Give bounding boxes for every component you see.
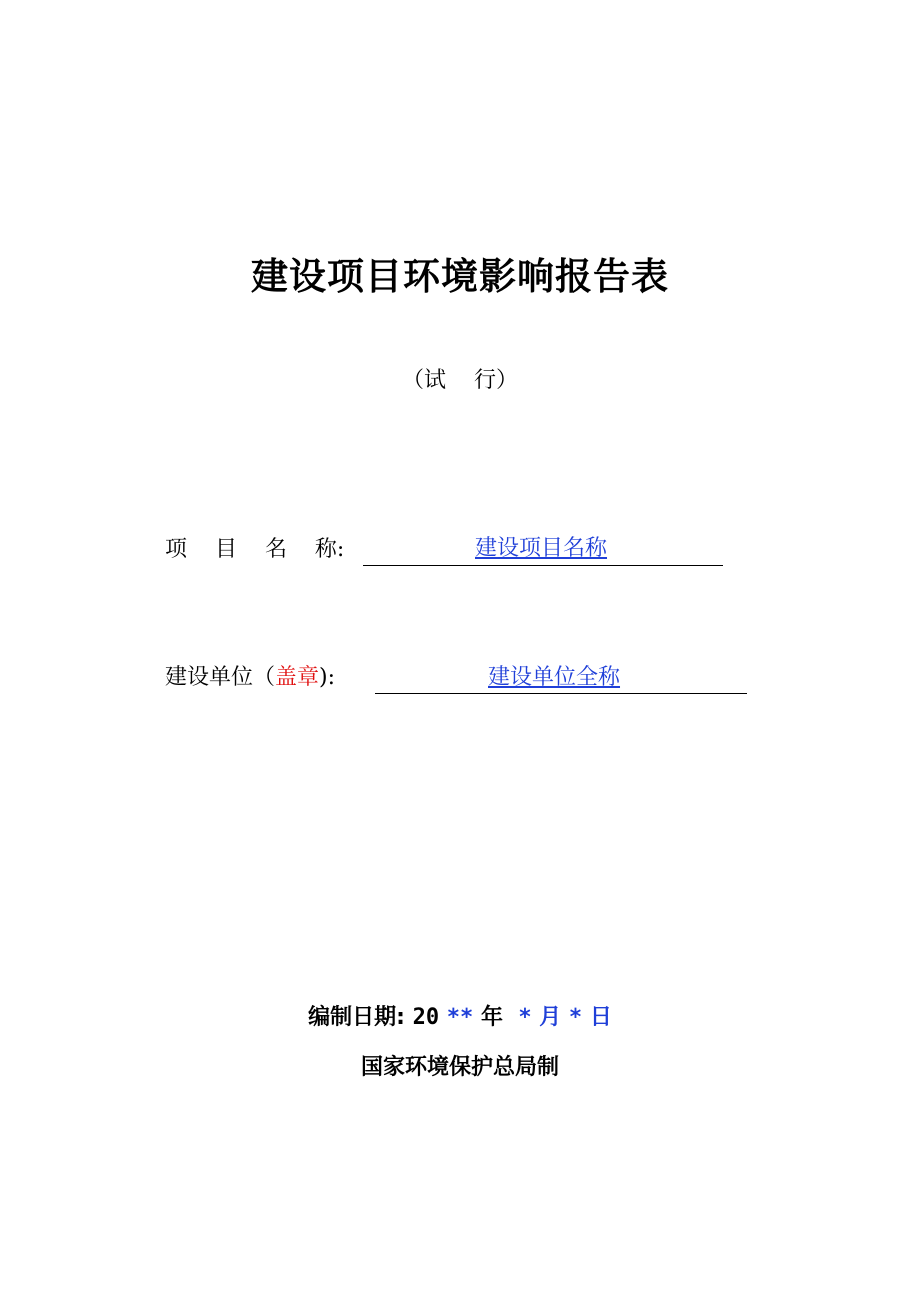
construction-unit-value[interactable]: 建设单位全称 xyxy=(488,665,621,690)
date-year-prefix: 20 xyxy=(412,1005,440,1030)
unit-label-prefix: 建设单位（ xyxy=(165,665,276,690)
date-day-unit: 日 xyxy=(589,1005,612,1030)
unit-label-suffix: ): xyxy=(319,665,336,690)
date-label: 编制日期: xyxy=(308,1005,405,1030)
date-year-value[interactable]: ** xyxy=(446,1005,474,1030)
date-day-value[interactable]: * xyxy=(568,1005,583,1030)
project-name-label: 项 目 名 称: xyxy=(165,537,345,562)
document-subtitle: （试 行） xyxy=(402,368,518,393)
construction-unit-label xyxy=(165,663,335,693)
compilation-date xyxy=(0,1003,920,1033)
project-name-value[interactable]: 建设项目名称 xyxy=(475,536,608,561)
issuing-authority: 国家环境保护总局制 xyxy=(360,1055,559,1080)
date-year-unit: 年 xyxy=(480,1005,503,1030)
date-month-value[interactable]: * xyxy=(518,1005,532,1030)
date-month-unit: 月 xyxy=(539,1005,562,1030)
document-title: 建设项目环境影响报告表 xyxy=(251,255,669,298)
stamp-label: 盖章 xyxy=(275,665,320,690)
